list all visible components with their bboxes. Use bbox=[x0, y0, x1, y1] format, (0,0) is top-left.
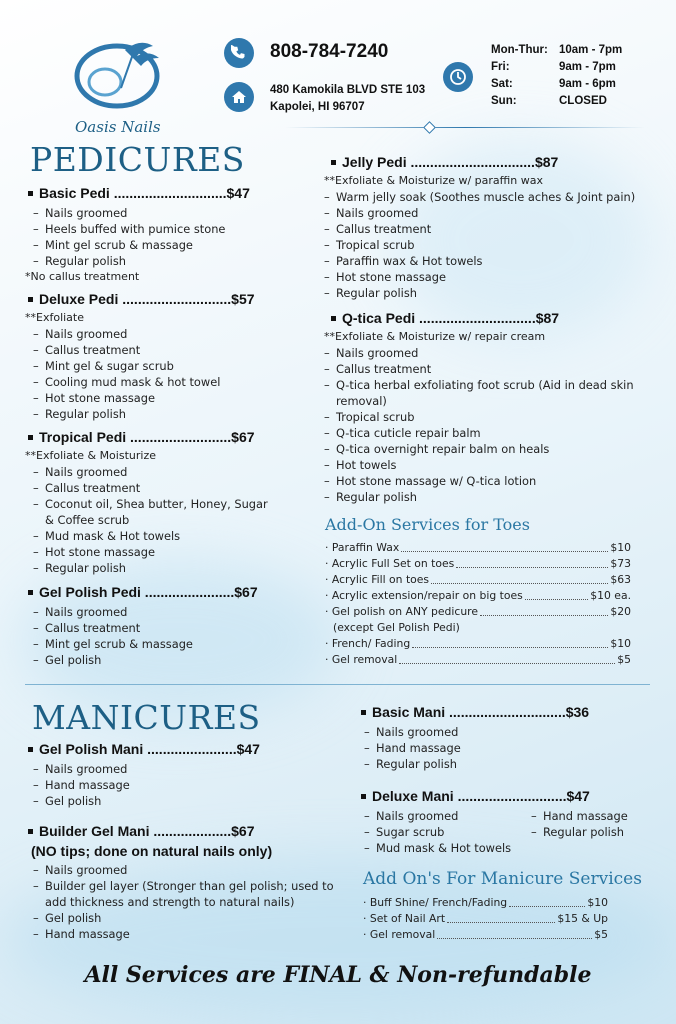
service-name: Builder Gel Mani ....................$67 bbox=[25, 823, 355, 839]
gel-polish-mani bbox=[25, 741, 305, 809]
phone-number[interactable]: 808-784-7240 bbox=[270, 41, 389, 62]
list-item: – Regular polish bbox=[324, 489, 664, 505]
hours-day: Fri: bbox=[491, 61, 510, 73]
list-item: – Warm jelly soak (Soothes muscle aches & Joint pain) bbox=[324, 189, 664, 205]
addon-row: · Set of Nail Art $15 & Up bbox=[363, 912, 608, 925]
service-note: **Exfoliate & Moisturize bbox=[25, 449, 156, 462]
list-item: – Cooling mud mask & hot towel bbox=[33, 374, 295, 390]
clock-icon bbox=[443, 62, 473, 92]
list-item: – Nails groomed bbox=[364, 724, 658, 740]
list-item: – Paraffin wax & Hot towels bbox=[324, 253, 664, 269]
hours-time: 9am - 6pm bbox=[559, 78, 616, 90]
list-item: – Mud mask & Hot towels bbox=[364, 840, 531, 856]
list-item: – Mud mask & Hot towels bbox=[33, 528, 295, 544]
addon-row: · Gel polish on ANY pedicure $20 bbox=[325, 605, 631, 618]
list-item: – Nails groomed bbox=[33, 862, 355, 878]
list-item: – Nails groomed bbox=[324, 345, 664, 361]
list-item: – Gel polish bbox=[33, 910, 355, 926]
footer-text: All Services are FINAL & Non-refundable bbox=[84, 962, 592, 988]
service-name: Gel Polish Pedi .......................$67 bbox=[25, 584, 295, 600]
list-item: – Nails groomed bbox=[33, 604, 295, 620]
addon-row: · French/ Fading $10 bbox=[325, 637, 631, 650]
jelly-pedi bbox=[324, 154, 664, 301]
list-item: – Sugar scrub bbox=[364, 824, 531, 840]
list-item: – Q-tica herbal exfoliating foot scrub (Aid in dead skin bbox=[324, 377, 664, 393]
list-item: – Hot stone massage bbox=[33, 544, 295, 560]
list-item: – Hand massage bbox=[531, 808, 628, 824]
logo bbox=[55, 38, 195, 136]
list-item: – Q-tica overnight repair balm on heals bbox=[324, 441, 664, 457]
service-name: Jelly Pedi ................................$87 bbox=[324, 154, 664, 170]
list-item: – Hot stone massage w/ Q-tica lotion bbox=[324, 473, 664, 489]
builder-gel-mani bbox=[25, 823, 355, 942]
pedicures-title: PEDICURES bbox=[30, 140, 245, 179]
service-name: Tropical Pedi ..........................$67 bbox=[25, 429, 295, 445]
list-item: – Builder gel layer (Stronger than gel polish; used to bbox=[33, 878, 355, 894]
toe-addons-list bbox=[325, 540, 631, 668]
list-item: – Regular polish bbox=[33, 253, 295, 269]
service-name: Basic Mani ..............................$36 bbox=[358, 704, 658, 720]
phone-icon bbox=[224, 38, 254, 68]
manicures-title: MANICURES bbox=[32, 698, 261, 737]
list-item: – Nails groomed bbox=[364, 808, 531, 824]
basic-mani bbox=[358, 704, 658, 772]
list-item: – Regular polish bbox=[33, 406, 295, 422]
list-item: – Nails groomed bbox=[33, 464, 295, 480]
addon-row: · Paraffin Wax $10 bbox=[325, 541, 631, 554]
list-item-continuation: removal) bbox=[336, 394, 387, 408]
list-item: – Gel polish bbox=[33, 793, 305, 809]
qtica-pedi bbox=[324, 310, 664, 505]
logo-text: Oasis Nails bbox=[75, 118, 161, 136]
list-item: – Q-tica cuticle repair balm bbox=[324, 425, 664, 441]
list-item: – Mint gel scrub & massage bbox=[33, 636, 295, 652]
list-item-continuation: & Coffee scrub bbox=[45, 513, 130, 527]
mani-addons-list bbox=[363, 895, 608, 943]
list-item: – Callus treatment bbox=[324, 221, 664, 237]
list-item: – Regular polish bbox=[324, 285, 664, 301]
basic-pedi bbox=[25, 185, 295, 285]
list-item: – Hand massage bbox=[33, 777, 305, 793]
list-item: – Heels buffed with pumice stone bbox=[33, 221, 295, 237]
address bbox=[270, 82, 425, 116]
gel-polish-pedi bbox=[25, 584, 295, 668]
home-icon bbox=[224, 82, 254, 112]
hours-table bbox=[491, 42, 622, 110]
list-item: – Gel polish bbox=[33, 652, 295, 668]
list-item: – Mint gel & sugar scrub bbox=[33, 358, 295, 374]
list-item: – Hand massage bbox=[364, 740, 658, 756]
addon-row: · Acrylic extension/repair on big toes $10 ea. bbox=[325, 589, 631, 602]
list-item: – Callus treatment bbox=[33, 480, 295, 496]
service-note: **Exfoliate bbox=[25, 311, 84, 324]
tropical-pedi bbox=[25, 429, 295, 576]
list-item: – Coconut oil, Shea butter, Honey, Sugar bbox=[33, 496, 295, 512]
list-item: – Hot stone massage bbox=[33, 390, 295, 406]
list-item: – Hot stone massage bbox=[324, 269, 664, 285]
service-name: Basic Pedi .............................$47 bbox=[25, 185, 295, 201]
list-item: – Callus treatment bbox=[33, 620, 295, 636]
addon-row: · Gel removal $5 bbox=[363, 928, 608, 941]
toe-addons-title: Add-On Services for Toes bbox=[325, 515, 530, 534]
deluxe-pedi bbox=[25, 291, 295, 422]
list-item: – Nails groomed bbox=[324, 205, 664, 221]
addon-row: · Acrylic Full Set on toes $73 bbox=[325, 557, 631, 570]
address-line1: 480 Kamokila BLVD STE 103 bbox=[270, 84, 426, 96]
list-item: – Nails groomed bbox=[33, 205, 295, 221]
list-item: – Regular polish bbox=[364, 756, 658, 772]
service-note: **Exfoliate & Moisturize w/ paraffin wax bbox=[324, 174, 544, 187]
deluxe-mani bbox=[358, 788, 658, 856]
list-item: – Tropical scrub bbox=[324, 237, 664, 253]
hours-day: Sat: bbox=[491, 78, 513, 90]
service-note: **Exfoliate & Moisturize w/ repair cream bbox=[324, 330, 546, 343]
list-item: – Regular polish bbox=[531, 824, 628, 840]
section-divider bbox=[25, 684, 650, 685]
service-name: Gel Polish Mani .......................$47 bbox=[25, 741, 305, 757]
list-item: – Nails groomed bbox=[33, 326, 295, 342]
list-item: – Callus treatment bbox=[33, 342, 295, 358]
header-divider bbox=[285, 126, 645, 130]
addon-row: · Acrylic Fill on toes $63 bbox=[325, 573, 631, 586]
logo-mark bbox=[55, 38, 195, 118]
service-name: Deluxe Mani ............................$47 bbox=[358, 788, 658, 804]
addon-row: · Buff Shine/ French/Fading $10 bbox=[363, 896, 608, 909]
service-name: Q-tica Pedi ..............................$87 bbox=[324, 310, 664, 326]
list-item-continuation: add thickness and strength to natural nails) bbox=[45, 895, 295, 909]
list-item: – Nails groomed bbox=[33, 761, 305, 777]
hours-day: Mon-Thur: bbox=[491, 44, 548, 56]
hours-time: 10am - 7pm bbox=[559, 44, 623, 56]
service-note: *No callus treatment bbox=[25, 270, 140, 283]
list-item: – Callus treatment bbox=[324, 361, 664, 377]
addon-row: · Gel removal $5 bbox=[325, 653, 631, 666]
hours-day: Sun: bbox=[491, 95, 517, 107]
address-line2: Kapolei, HI 96707 bbox=[270, 101, 365, 113]
mani-addons-title: Add On's For Manicure Services bbox=[363, 869, 642, 889]
list-item: – Tropical scrub bbox=[324, 409, 664, 425]
service-subtitle: (NO tips; done on natural nails only) bbox=[31, 843, 273, 859]
list-item: – Mint gel scrub & massage bbox=[33, 237, 295, 253]
hours-time: 9am - 7pm bbox=[559, 61, 616, 73]
list-item: – Hand massage bbox=[33, 926, 355, 942]
addon-row-continuation: (except Gel Polish Pedi) bbox=[333, 621, 460, 634]
list-item: – Regular polish bbox=[33, 560, 295, 576]
service-name: Deluxe Pedi ............................$57 bbox=[25, 291, 295, 307]
hours-time: CLOSED bbox=[559, 95, 607, 107]
list-item: – Hot towels bbox=[324, 457, 664, 473]
